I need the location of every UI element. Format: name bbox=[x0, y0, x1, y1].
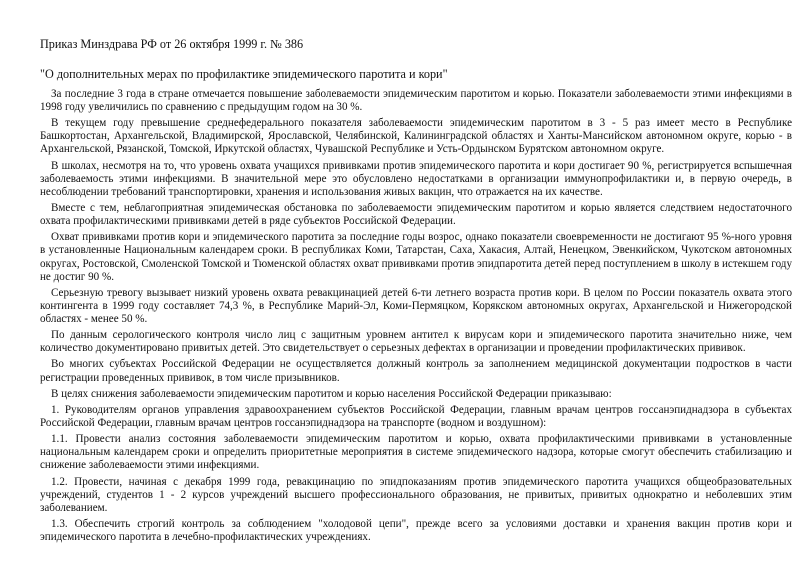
paragraph-vaccination-coverage: Охват прививками против кори и эпидемического паротита за последние годы возрос, однако показатели своевременности не достигают 95 %-ного уровня в установленные Национальным календарем сроки. В республиках Коми, Татарстан, Саха, Хакасия, Алтай, Ненецком, Эвенкийском, Чукотском автономных округах, Ростовской, Смоленской Томской и Тюменской областях охват прививками против эпидпаротита детей перед поступлением в школу в истекшем году не достиг 90 %. bbox=[40, 231, 792, 283]
paragraph-unfavorable-situation: Вместе с тем, неблагоприятная эпидемическая обстановка по заболеваемости эпидемическим паротитом и корью является следствием недостаточного охвата профилактическими прививками детей в ряде субъектов Российской Федерации. bbox=[40, 202, 792, 228]
document-page bbox=[40, 36, 792, 547]
paragraph-item-1-3: 1.3. Обеспечить строгий контроль за соблюдением "холодовой цепи", прежде всего за условиями доставки и хранения вакцин против кори и эпидемического паротита в лечебно-профилактических учреждениях. bbox=[40, 517, 792, 544]
paragraph-serological-control: По данным серологического контроля число лиц с защитным уровнем антител к вирусам кори и эпидемического паротита значительно ниже, чем количество документировано привитых детей. Это свидетельствует о серьезных дефектах в организации и проведении профилактических прививок. bbox=[40, 329, 792, 355]
paragraph-regions-excess: В текущем году превышение среднефедерального показателя заболеваемости эпидемическим паротитом в 3 - 5 раз имеет место в Республике Башкортостан, Архангельской, Владимирской, Ярославской, Челябинской, Калининградской областях и Ханты-Мансийском автономном округе, корью - в Архангельской, Рязанской, Томской, Иркутской областях, Чувашской Республике и Усть-Ордынском Бурятском автономном округе. bbox=[40, 117, 792, 156]
document-subtitle: "О дополнительных мерах по профилактике эпидемического паротита и кори" bbox=[40, 67, 448, 81]
document-title: Приказ Минздрава РФ от 26 октября 1999 г. № 386 bbox=[40, 37, 304, 51]
document-body bbox=[40, 88, 792, 544]
paragraph-schools-outbreaks: В школах, несмотря на то, что уровень охвата учащихся прививками против эпидемического паротита и кори достигает 90 %, регистрируется вспышечная заболеваемость этими инфекциями. В значительной мере это обусловлено недостатками в организации иммунопрофилактики и, в первую очередь, в несоблюдении требований транспортировки, хранения и использования живых вакцин, что отражается на их качестве. bbox=[40, 159, 792, 198]
paragraph-item-1: 1. Руководителям органов управления здравоохранением субъектов Российской Федерации, главным врачам центров госсанэпиднадзора в субъектах Российской Федерации, главным врачам центров госсанэпиднадзора на транспорте (водном и воздушном): bbox=[40, 403, 792, 429]
paragraph-documentation-control: Во многих субъектах Российской Федерации не осуществляется должный контроль за заполнением медицинской документации подростков в части регистрации проведенных прививок, в том числе призывников. bbox=[40, 358, 792, 384]
paragraph-incidence-growth: За последние 3 года в стране отмечается повышение заболеваемости эпидемическим паротитом и корью. Показатели заболеваемости этими инфекциями в 1998 году увеличились по сравнению с предыдущим годом на 30 %. bbox=[40, 88, 792, 114]
paragraph-item-1-1: 1.1. Провести анализ состояния заболеваемости эпидемическим паротитом и корью, охвата профилактическими прививками в установленные национальным календарем сроки и определить приоритетные мероприятия в системе эпидемического надзора, которые смогут обеспечить стабилизацию и снижение заболеваемости этими инфекциями. bbox=[40, 433, 792, 472]
paragraph-item-1-2: 1.2. Провести, начиная с декабря 1999 года, ревакцинацию по эпидпоказаниям против эпидемического паротита учащихся общеобразовательных учреждений, студентов 1 - 2 курсов учреждений высшего профессионального образования, не привитых, привитых однократно и неболевших этим заболеванием. bbox=[40, 475, 792, 514]
paragraph-revaccination-level: Серьезную тревогу вызывает низкий уровень охвата ревакцинацией детей 6-ти летнего возраста против кори. В целом по России показатель охвата этого контингента в 1999 году составляет 74,3 %, в Республике Марий-Эл, Коми-Пермяцком, Корякском автономных округах, Архангельской и Нижегородской областях - менее 50 %. bbox=[40, 286, 792, 325]
paragraph-order-intro: В целях снижения заболеваемости эпидемическим паротитом и корью населения Российской Федерации приказываю: bbox=[51, 387, 612, 400]
